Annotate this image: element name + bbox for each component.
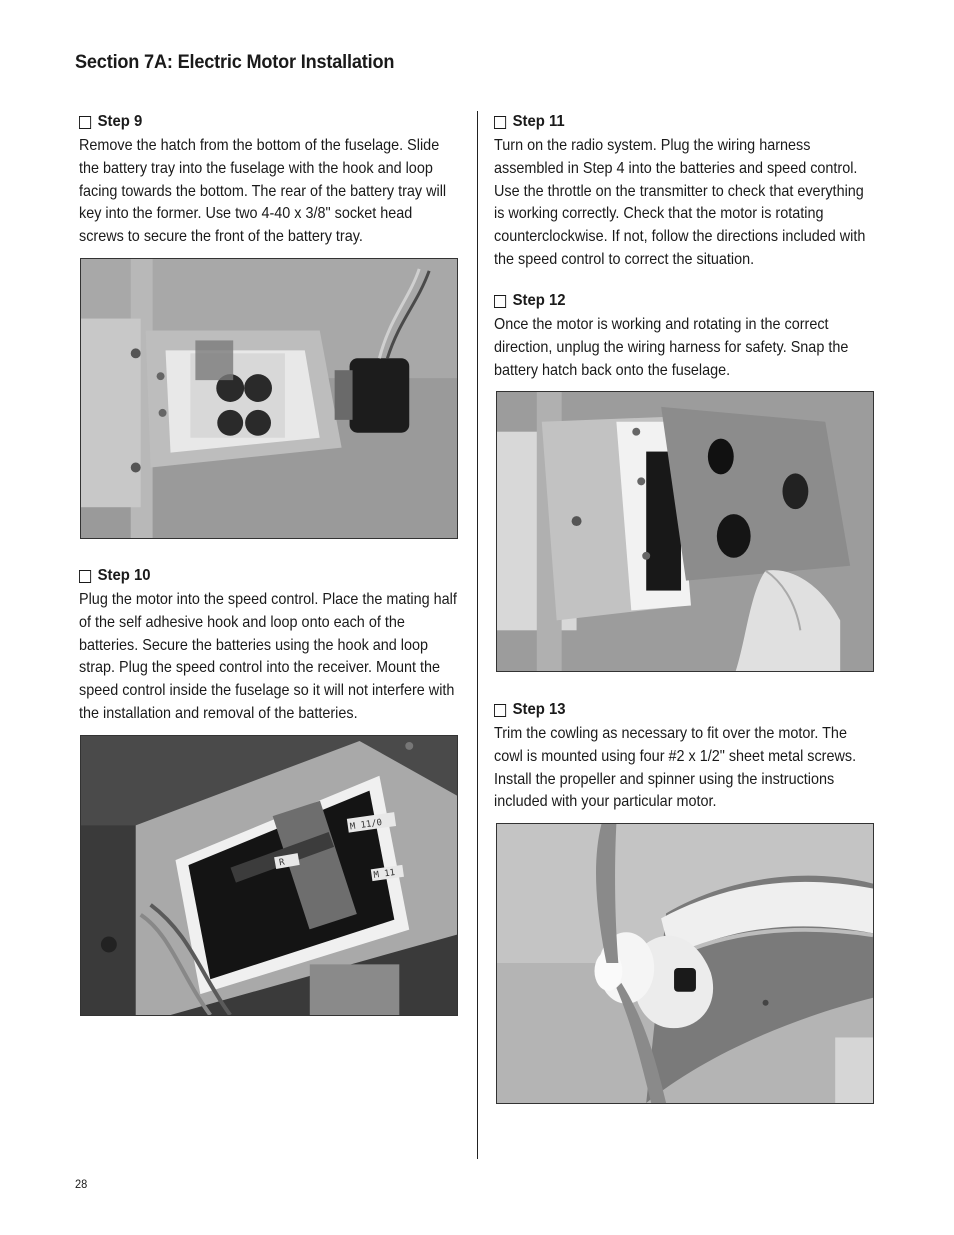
step-10-text: Plug the motor into the speed control. Place the mating half of the self adhesive hook and loop onto each of the batteries. Secure the batteries using the hook and loop strap. Plug the speed control into the receiver. Mount the speed control inside the fuselage so it will not interfere with the installation and removal of the batteries. <box>79 591 457 722</box>
step-9-photo <box>80 258 458 539</box>
step-12-heading <box>494 290 885 312</box>
step-12-checkbox[interactable] <box>494 295 506 308</box>
step-11-checkbox[interactable] <box>494 116 506 129</box>
page-number: 28 <box>75 1177 88 1191</box>
step-9-heading <box>79 111 470 133</box>
step-12 <box>494 290 914 382</box>
step-11 <box>494 111 914 272</box>
step-13-photo <box>496 823 874 1104</box>
step-12-title: Step 12 <box>512 292 566 309</box>
step-10-photo-label-2: R <box>278 857 286 869</box>
step-11-title: Step 11 <box>512 113 565 130</box>
step-13-title: Step 13 <box>512 701 566 718</box>
step-12-photo <box>496 391 874 672</box>
step-13-text: Trim the cowling as necessary to fit over the motor. The cowl is mounted using four #2 x 1/2" sheet metal screws. Install the propeller and spinner using the instructions included with your particular motor. <box>494 725 857 811</box>
section-title: Section 7A: Electric Motor Installation <box>75 51 395 73</box>
step-10 <box>79 565 499 726</box>
step-10-photo-label-3: M 11 <box>373 867 396 881</box>
step-9-checkbox[interactable] <box>79 116 91 129</box>
step-11-text: Turn on the radio system. Plug the wiring harness assembled in Step 4 into the batteries and speed control. Use the throttle on the transmitter to check that everything is working correctly. Check that the motor is rotating counterclockwise. If not, follow the directions included with the speed control to correct the situation. <box>494 137 866 268</box>
step-10-heading <box>79 565 470 587</box>
step-13-checkbox[interactable] <box>494 704 506 717</box>
step-10-photo-label-1: M 11/0 <box>349 817 383 833</box>
step-13-heading <box>494 699 885 721</box>
step-9-text: Remove the hatch from the bottom of the fuselage. Slide the battery tray into the fuselage with the hook and loop facing towards the bottom. The rear of the battery tray will key into the former. Use two 4-40 x 3/8" socket head screws to secure the front of the battery tray. <box>79 137 447 246</box>
step-10-title: Step 10 <box>97 567 151 584</box>
step-9-title: Step 9 <box>97 113 143 130</box>
step-10-checkbox[interactable] <box>79 570 91 583</box>
step-10-photo <box>80 735 458 1016</box>
step-13 <box>494 699 914 814</box>
step-11-heading <box>494 111 885 133</box>
step-12-text: Once the motor is working and rotating in the correct direction, unplug the wiring harness for safety. Snap the battery hatch back onto the fuselage. <box>494 316 849 379</box>
step-9 <box>79 111 499 249</box>
